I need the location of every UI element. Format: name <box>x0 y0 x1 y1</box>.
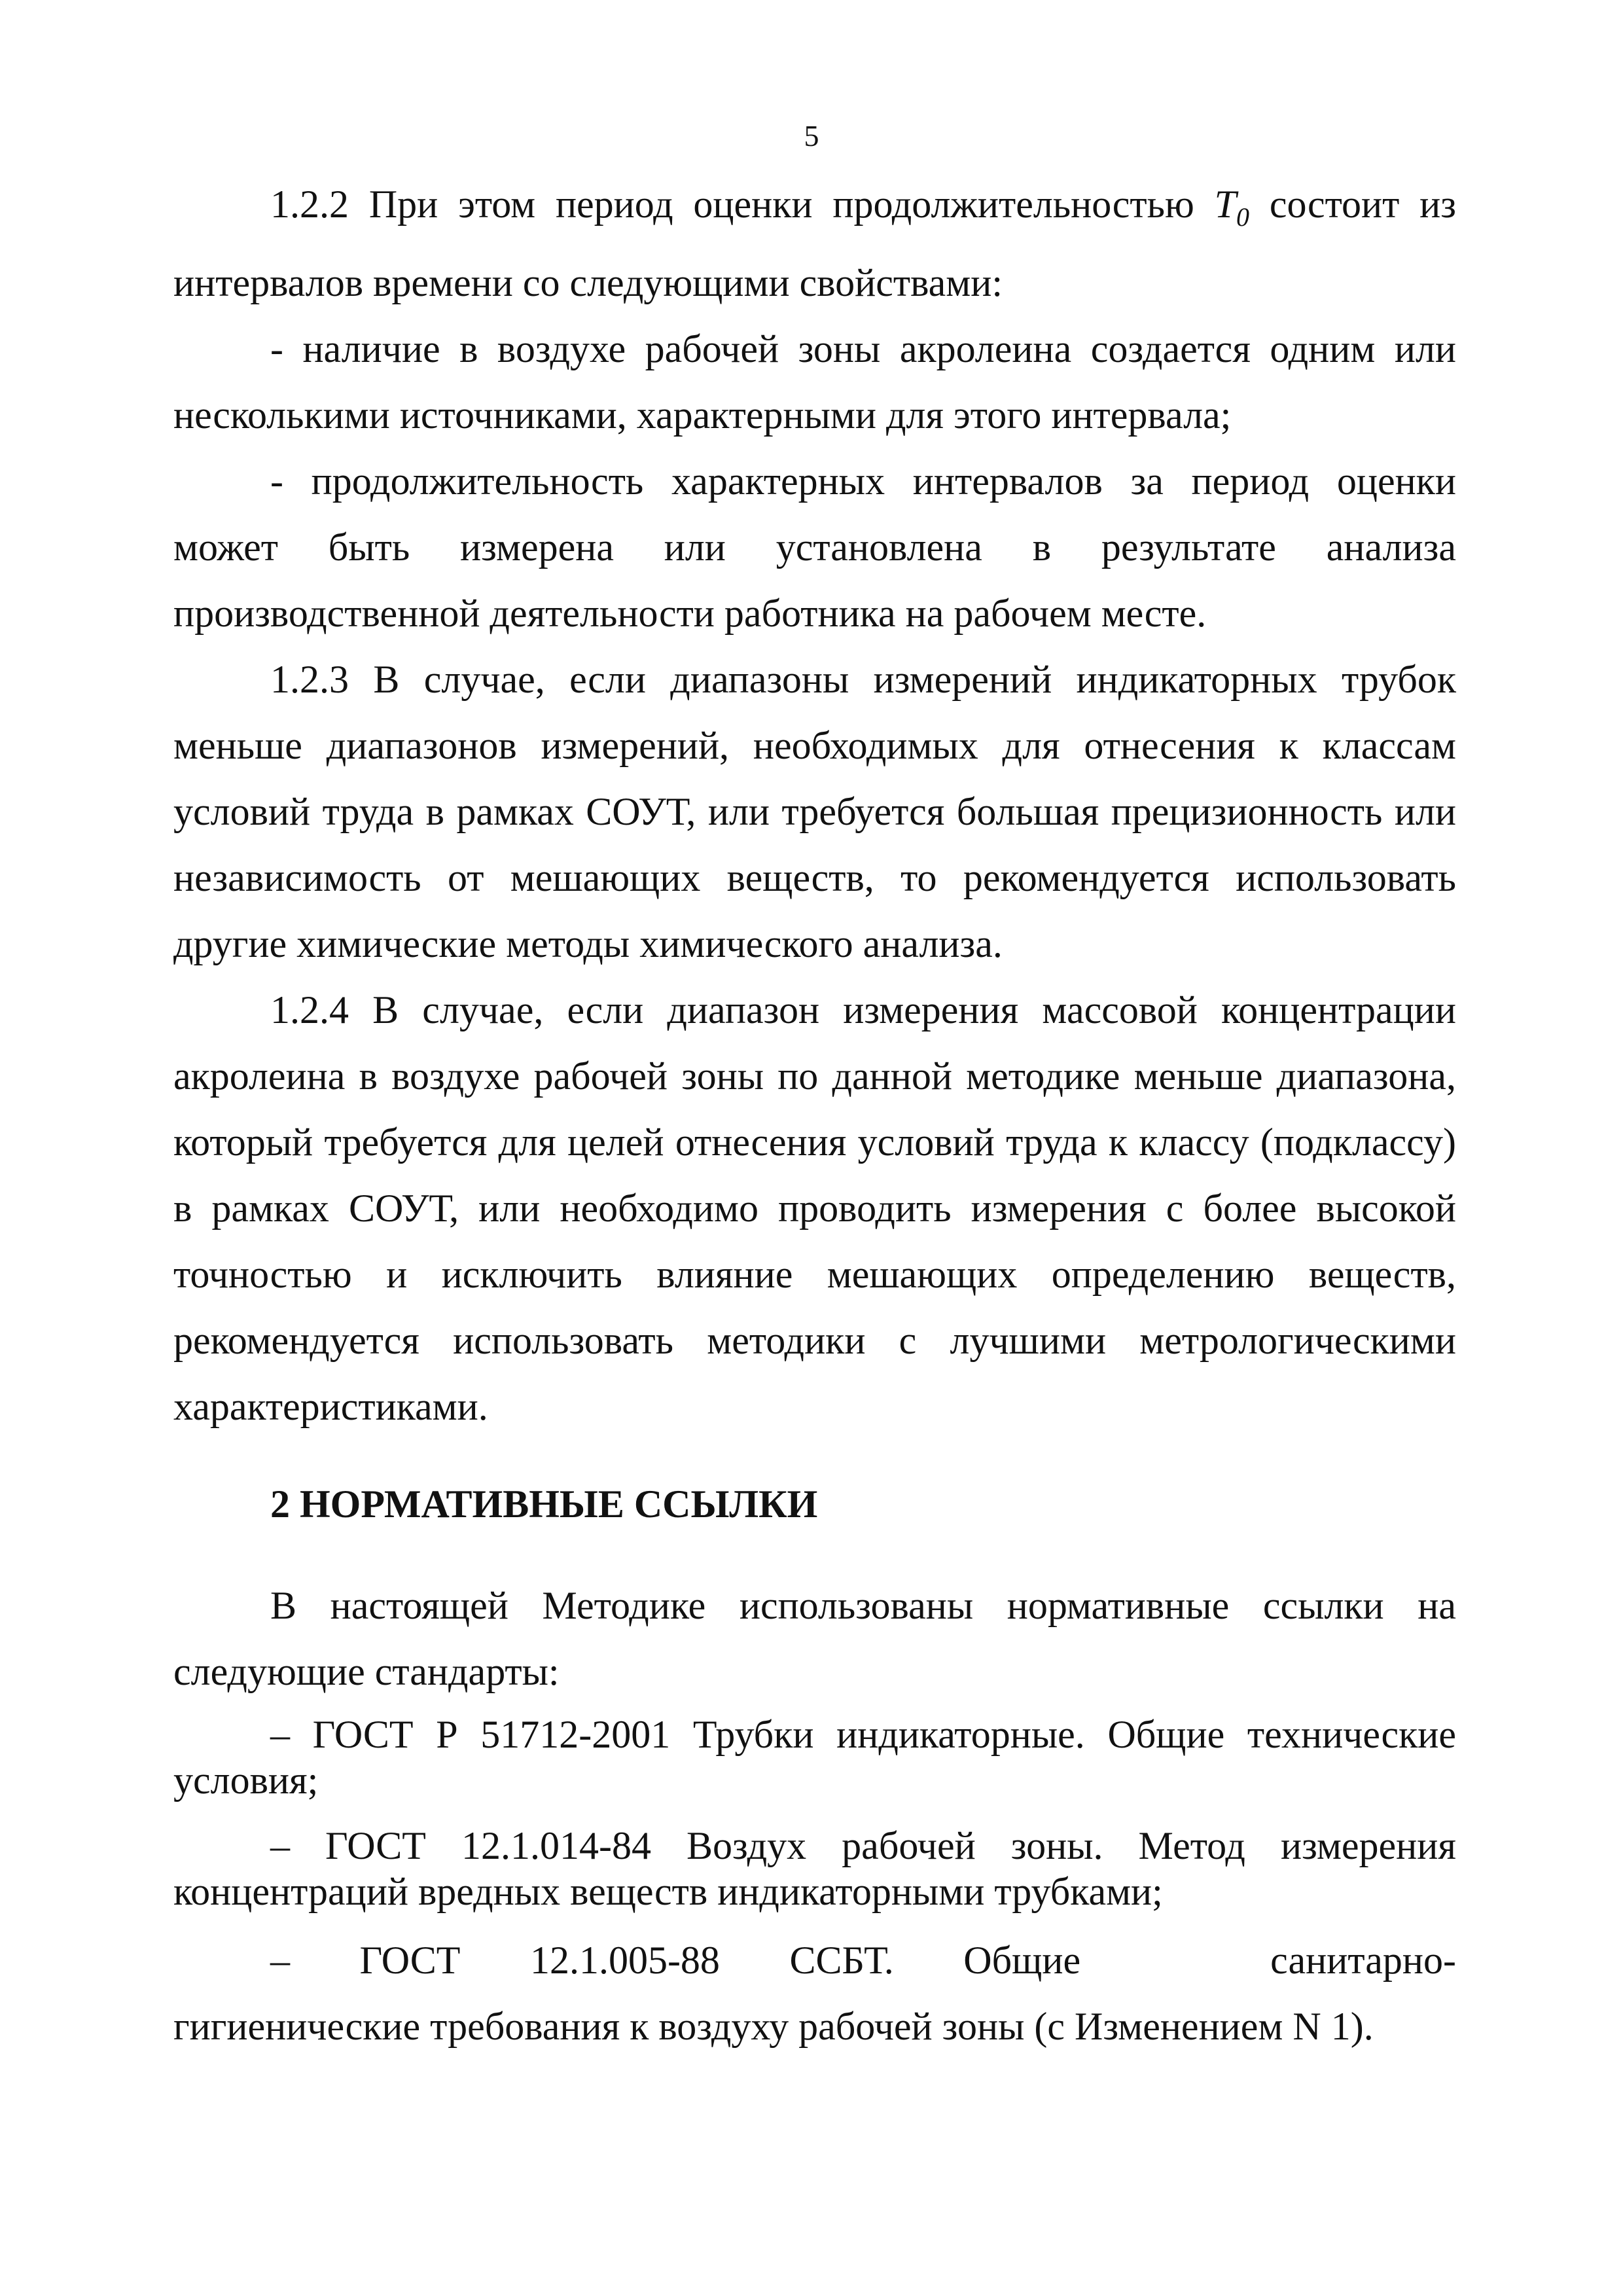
period-symbol-letter: T <box>1214 183 1236 226</box>
period-symbol <box>1214 183 1249 232</box>
section-2-heading: 2 НОРМАТИВНЫЕ ССЫЛКИ <box>270 1482 818 1526</box>
bullet-sources: - наличие в воздухе рабочей зоны акролеина создается одним или несколькими источниками, характерными для этого интервала; <box>173 327 1456 437</box>
reference-gost-12-1-005-end: санитарно-гигиенические требования к воздуху рабочей зоны (с Изменением N 1). <box>173 1939 1456 2048</box>
period-symbol-subscript: 0 <box>1236 202 1249 232</box>
paragraph-1-2-2-text-start: 1.2.2 При этом период оценки продолжительностью <box>270 183 1215 226</box>
reference-gost-r-51712: – ГОСТ Р 51712-2001 Трубки индикаторные. Общие технические условия; <box>173 1713 1456 1802</box>
page-number: 5 <box>804 119 819 152</box>
paragraph-1-2-4: 1.2.4 В случае, если диапазон измерения массовой концентрации акролеина в воздухе рабочей зоны по данной методике меньше диапазона, который требуется для целей отнесения условий труда к классу (подклассу) в рамках СОУТ, или необходимо проводить измерения с более высокой точностью и исключить влияние мешающих определению веществ, рекомендуется использовать методики с лучшими метрологическими характеристиками. <box>173 988 1456 1428</box>
paragraph-1-2-2-text-end: состоит из интервалов времени со следующими свойствами: <box>173 183 1456 304</box>
paragraph-1-2-3: 1.2.3 В случае, если диапазоны измерений индикаторных трубок меньше диапазонов измерений, необходимых для отнесения к классам условий труда в рамках СОУТ, или требуется большая прецизионность или независимость от мешающих веществ, то рекомендуется использовать другие химические методы химического анализа. <box>173 658 1456 965</box>
reference-gost-12-1-014: – ГОСТ 12.1.014-84 Воздух рабочей зоны. Метод измерения концентраций вредных веществ индикаторными трубками; <box>173 1824 1456 1913</box>
section-2-intro: В настоящей Методике использованы нормативные ссылки на следующие стандарты: <box>173 1584 1456 1693</box>
bullet-duration: - продолжительность характерных интервалов за период оценки может быть измерена или установлена в результате анализа производственной деятельности работника на рабочем месте. <box>173 459 1456 635</box>
paragraph-1-2-2 <box>173 171 1456 316</box>
reference-gost-12-1-005 <box>173 1928 1456 2060</box>
reference-gost-12-1-005-start: – ГОСТ 12.1.005-88 ССБТ. Общие <box>270 1939 1081 1982</box>
page-content <box>173 171 1456 2060</box>
